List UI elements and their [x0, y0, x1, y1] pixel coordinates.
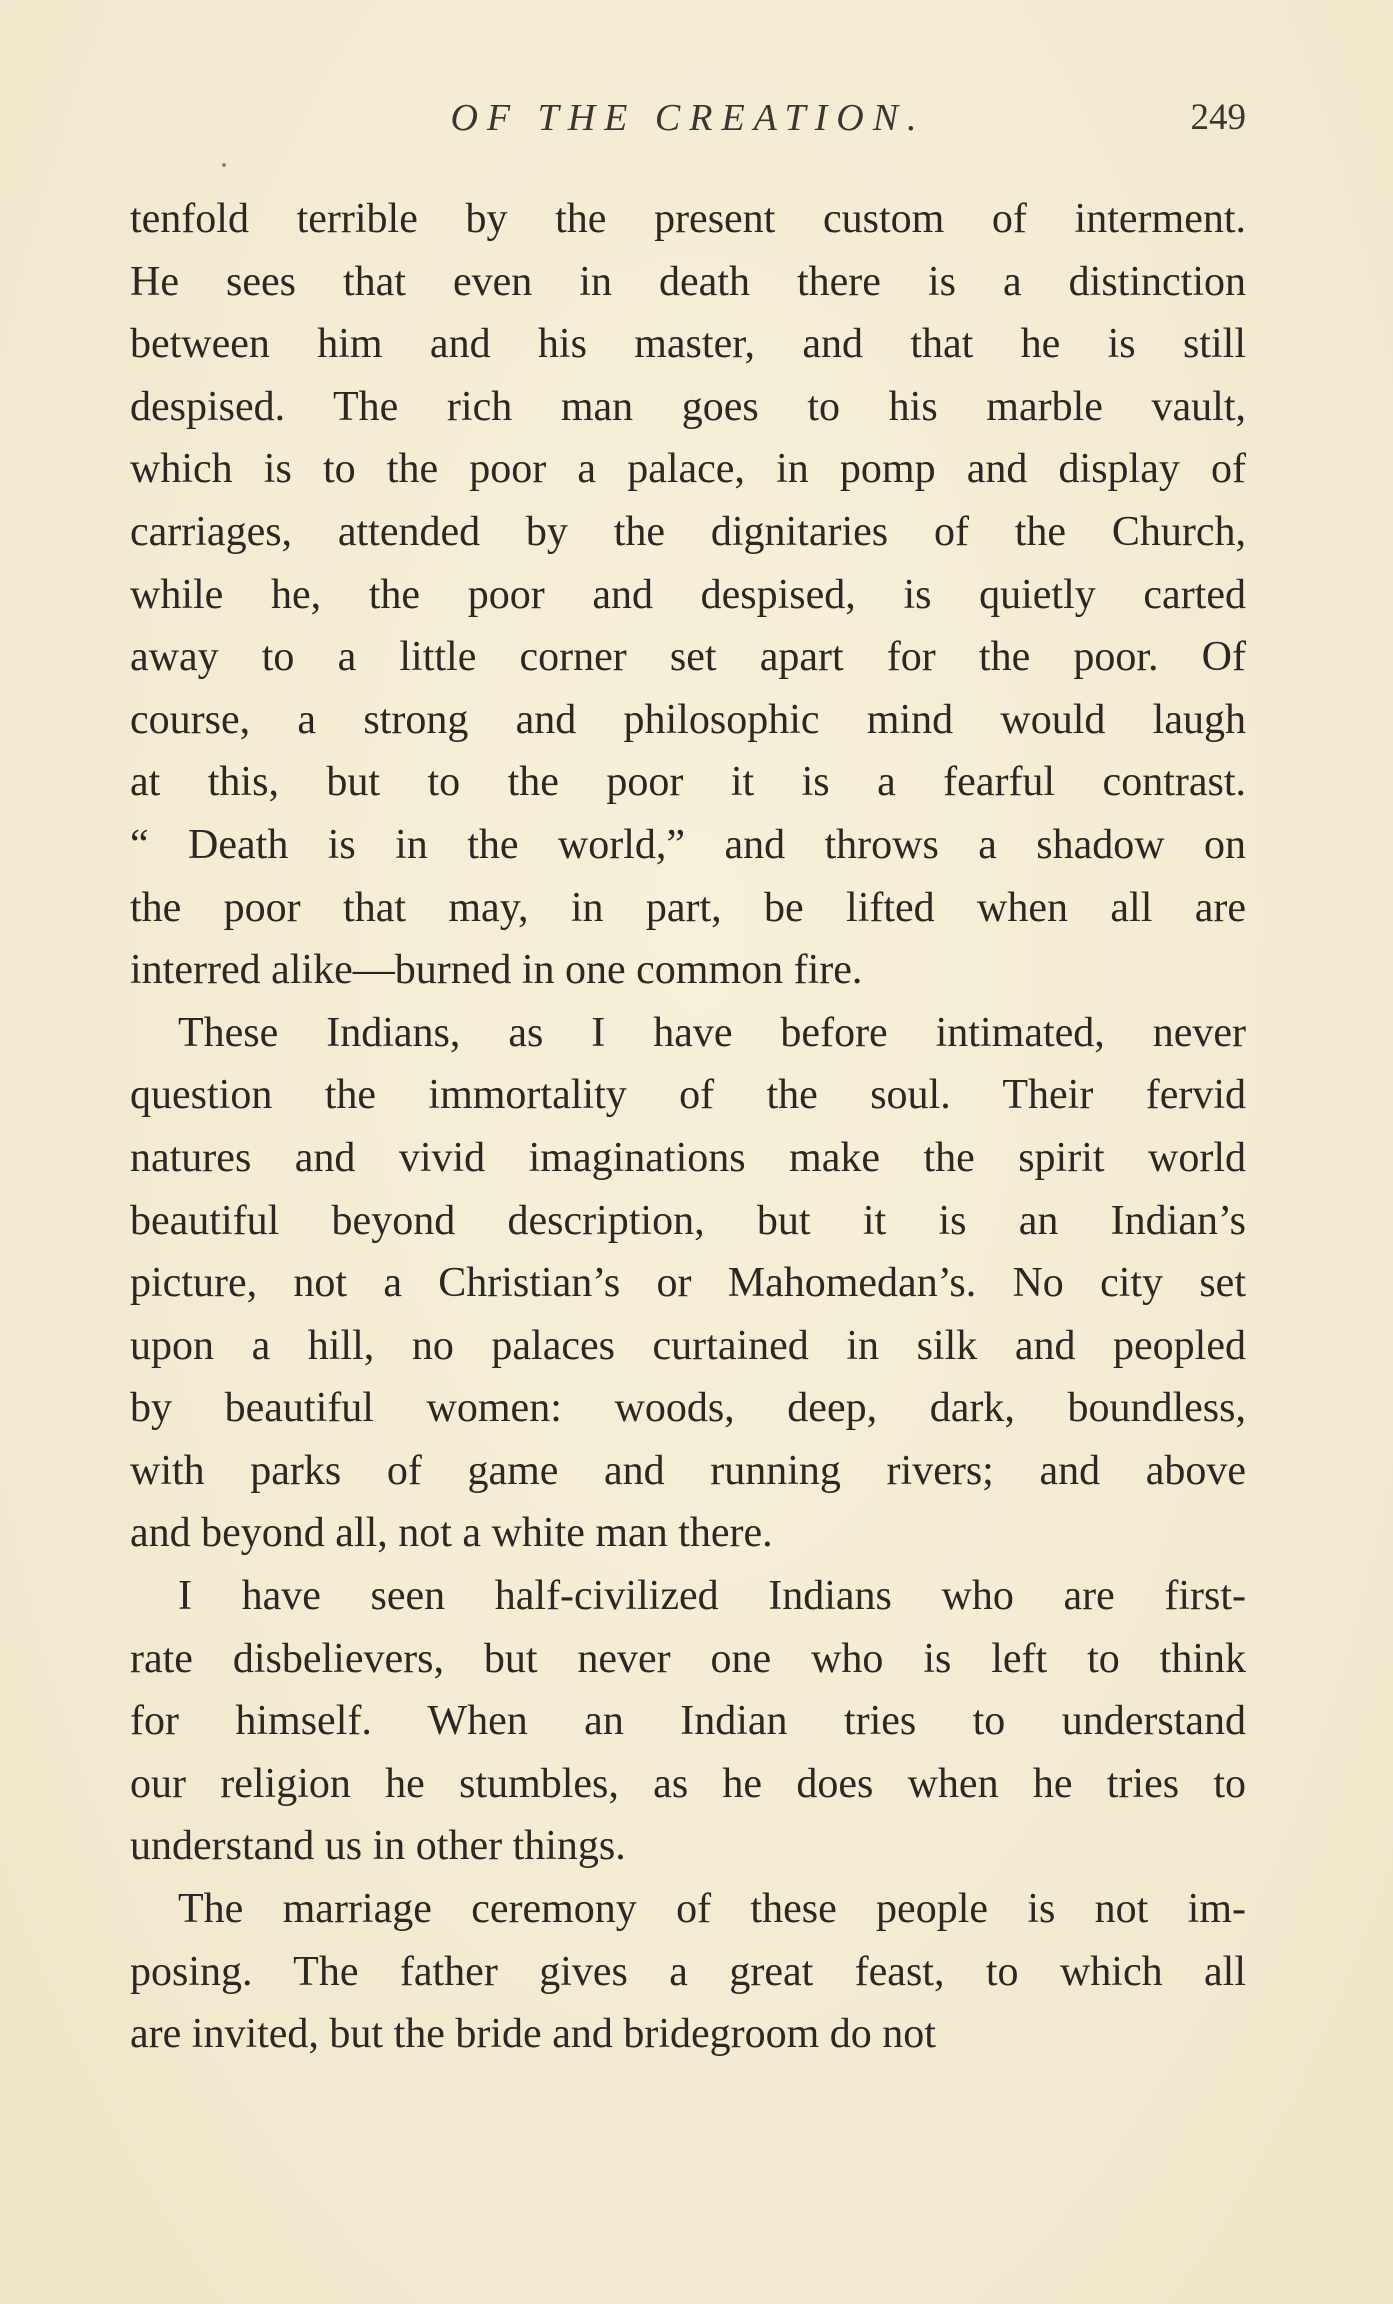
text-line: tenfold terrible by the present custom of interment. — [130, 196, 1246, 242]
text-line: carriages, attended by the dignitaries of the Church, — [130, 508, 1246, 555]
ink-speck — [222, 163, 226, 167]
text-line: despised. The rich man goes to his marble vault, — [130, 383, 1246, 430]
text-line: upon a hill, no palaces curtained in silk and peopled — [130, 1322, 1246, 1369]
text-line: which is to the poor a palace, in pomp and display of — [130, 446, 1246, 493]
text-line: between him and his master, and that he is still — [130, 321, 1246, 368]
body-text — [130, 188, 1246, 2066]
text-line: course, a strong and philosophic mind would laugh — [130, 696, 1246, 743]
text-line: our religion he stumbles, as he does when he tries to — [130, 1760, 1246, 1807]
text-line: beautiful beyond description, but it is an Indian’s — [130, 1197, 1246, 1244]
text-line: are invited, but the bride and bridegroom do not — [130, 2011, 936, 2058]
text-line: These Indians, as I have before intimated, never — [178, 1009, 1246, 1056]
text-line: I have seen half-civilized Indians who are first- — [178, 1573, 1246, 1620]
text-line: the poor that may, in part, be lifted when all are — [130, 884, 1246, 931]
text-line: interred alike—burned in one common fire. — [130, 947, 863, 994]
text-line: He sees that even in death there is a distinction — [130, 258, 1246, 305]
page-number: 249 — [1190, 97, 1246, 138]
text-line: The marriage ceremony of these people is not im- — [178, 1886, 1246, 1933]
text-line: natures and vivid imaginations make the spirit world — [130, 1134, 1246, 1181]
text-line: picture, not a Christian’s or Mahomedan’s. No city set — [130, 1260, 1246, 1307]
paragraph — [130, 188, 1246, 1002]
text-line: with parks of game and running rivers; and above — [130, 1447, 1246, 1494]
text-line: posing. The father gives a great feast, to which all — [130, 1948, 1246, 1995]
running-head — [130, 96, 1246, 156]
text-line: “ Death is in the world,” and throws a shadow on — [130, 821, 1246, 868]
text-line: by beautiful women: woods, deep, dark, boundless, — [130, 1385, 1246, 1432]
text-line: rate disbelievers, but never one who is left to think — [130, 1635, 1246, 1682]
text-line: away to a little corner set apart for the poor. Of — [130, 634, 1246, 681]
text-line: for himself. When an Indian tries to understand — [130, 1698, 1246, 1745]
text-line: and beyond all, not a white man there. — [130, 1510, 773, 1557]
text-line: while he, the poor and despised, is quietly carted — [130, 571, 1246, 618]
paragraph — [130, 1878, 1246, 2066]
text-line: understand us in other things. — [130, 1823, 626, 1870]
paragraph — [130, 1565, 1246, 1878]
text-line: at this, but to the poor it is a fearful contrast. — [130, 759, 1246, 806]
text-line: question the immortality of the soul. Their fervid — [130, 1072, 1246, 1119]
running-title: OF THE CREATION. — [450, 97, 926, 139]
paragraph — [130, 1002, 1246, 1565]
